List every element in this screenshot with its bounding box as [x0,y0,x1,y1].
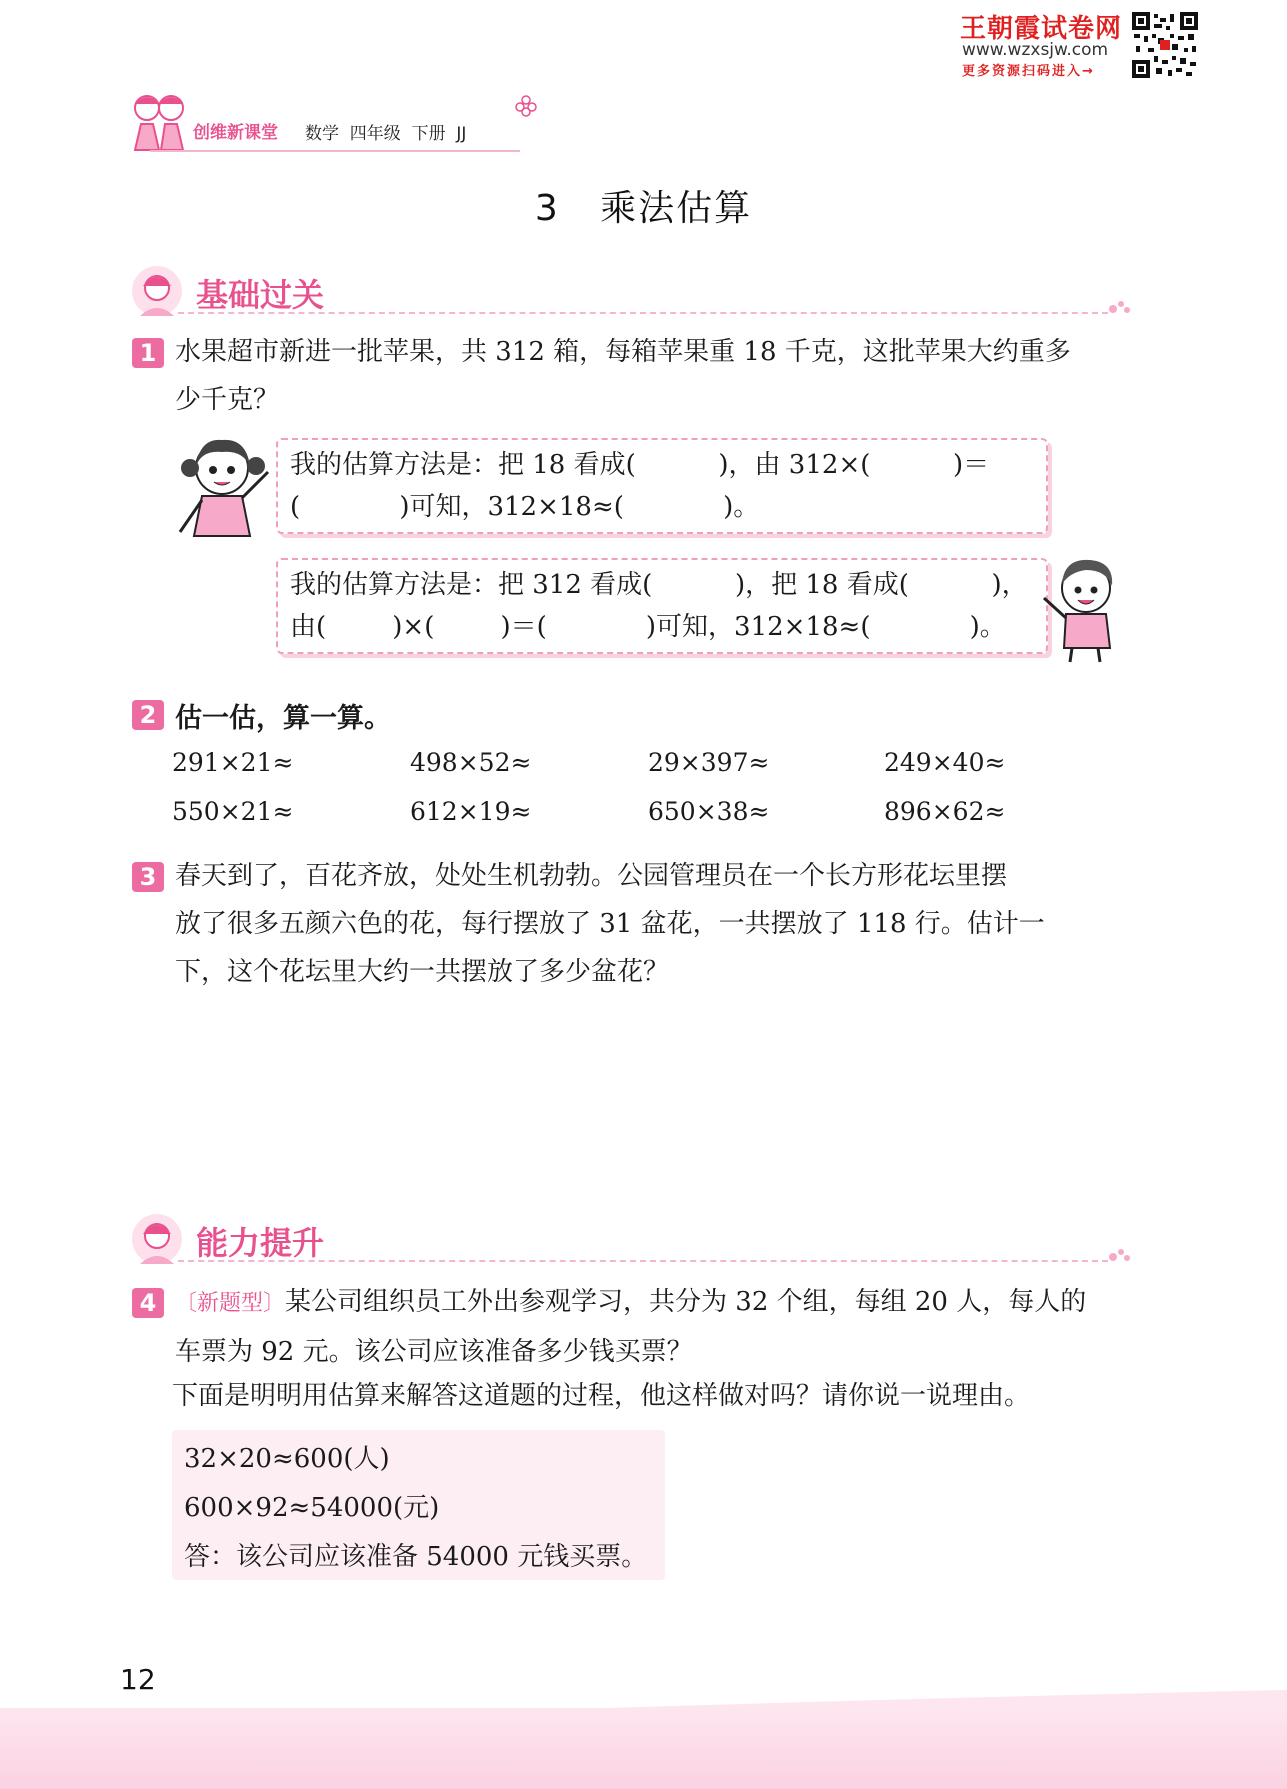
section-title-advanced: 能力提升 [196,1224,325,1262]
q3-text-line: 下，这个花坛里大约一共摆放了多少盆花？ [175,957,670,987]
girl-method-line: 我的估算方法是：把 18 看成( )，由 312×( )＝ [290,450,990,480]
calc-item: 291×21≈ [172,748,294,777]
solution-line: 32×20≈600(人) [184,1444,390,1474]
boy-method-line: 由( )×( )＝( )可知，312×18≈( )。 [290,612,1006,642]
calc-item: 29×397≈ [648,748,770,777]
q2-title: 估一估，算一算。 [175,703,391,734]
question-number: 4 [132,1288,164,1318]
page-number: 12 [120,1663,156,1696]
calc-item: 249×40≈ [884,748,1006,777]
watermark-more: 更多资源扫码进入→ [962,64,1095,79]
solution-line: 答：该公司应该准备 54000 元钱买票。 [184,1542,648,1572]
header-book-info: 数学 四年级 下册 JJ [305,124,467,144]
girl-illustration [170,432,280,540]
q1-text [175,328,1135,424]
calc-item: 550×21≈ [172,797,294,826]
watermark-title: 王朝霞试卷网 [960,14,1123,44]
q1-text-line: 水果超市新进一批苹果，共 312 箱，每箱苹果重 18 千克，这批苹果大约重多 [175,337,1071,367]
girl-method-line: ( )可知，312×18≈( )。 [290,492,760,522]
footer-band [0,1708,1287,1789]
header-brand: 创维新课堂 [193,123,278,143]
section-title-basic: 基础过关 [196,276,325,314]
flower-icon [514,94,538,118]
student-avatar-icon [130,1212,184,1266]
section-divider [178,312,1108,314]
q3-text [175,852,1135,996]
student-avatar-icon [130,264,184,318]
solution-line: 600×92≈54000(元) [184,1493,440,1523]
boy-illustration [1036,552,1126,664]
girl-method-box [276,438,1048,534]
dots-icon [1108,1248,1132,1262]
calc-item: 498×52≈ [410,748,532,777]
solution-box [172,1430,665,1580]
calc-item: 650×38≈ [648,797,770,826]
new-type-tag: 〔新题型〕 [175,1291,286,1316]
boy-method-box [276,558,1048,654]
question-number: 1 [132,338,164,368]
header-kids-icon [125,90,197,156]
qr-code-icon [1132,12,1198,78]
calc-item: 612×19≈ [410,797,532,826]
q4-text-line1: 某公司组织员工外出参观学习，共分为 32 个组，每组 20 人，每人的 [285,1287,1087,1317]
dots-icon [1108,300,1132,314]
page-title: 3 乘法估算 [534,188,753,229]
calc-item: 896×62≈ [884,797,1006,826]
q3-text-line: 放了很多五颜六色的花，每行摆放了 31 盆花，一共摆放了 118 行。估计一 [175,909,1045,939]
q3-text-line: 春天到了，百花齐放，处处生机勃勃。公园管理员在一个长方形花坛里摆 [175,861,1008,891]
q4-text-line: 车票为 92 元。该公司应该准备多少钱买票？ [175,1337,693,1367]
q4-instruction: 下面是明明用估算来解答这道题的过程，他这样做对吗？请你说一说理由。 [172,1381,1031,1411]
q1-text-line: 少千克？ [175,385,280,415]
header-underline [150,150,520,152]
question-number: 3 [132,862,164,892]
q4-text-line [175,1278,1135,1328]
boy-method-line: 我的估算方法是：把 312 看成( )，把 18 看成( )， [290,570,1028,600]
section-divider [178,1260,1108,1262]
watermark-url: www.wzxsjw.com [962,40,1109,60]
q4-text [175,1278,1135,1376]
question-number: 2 [132,700,164,730]
